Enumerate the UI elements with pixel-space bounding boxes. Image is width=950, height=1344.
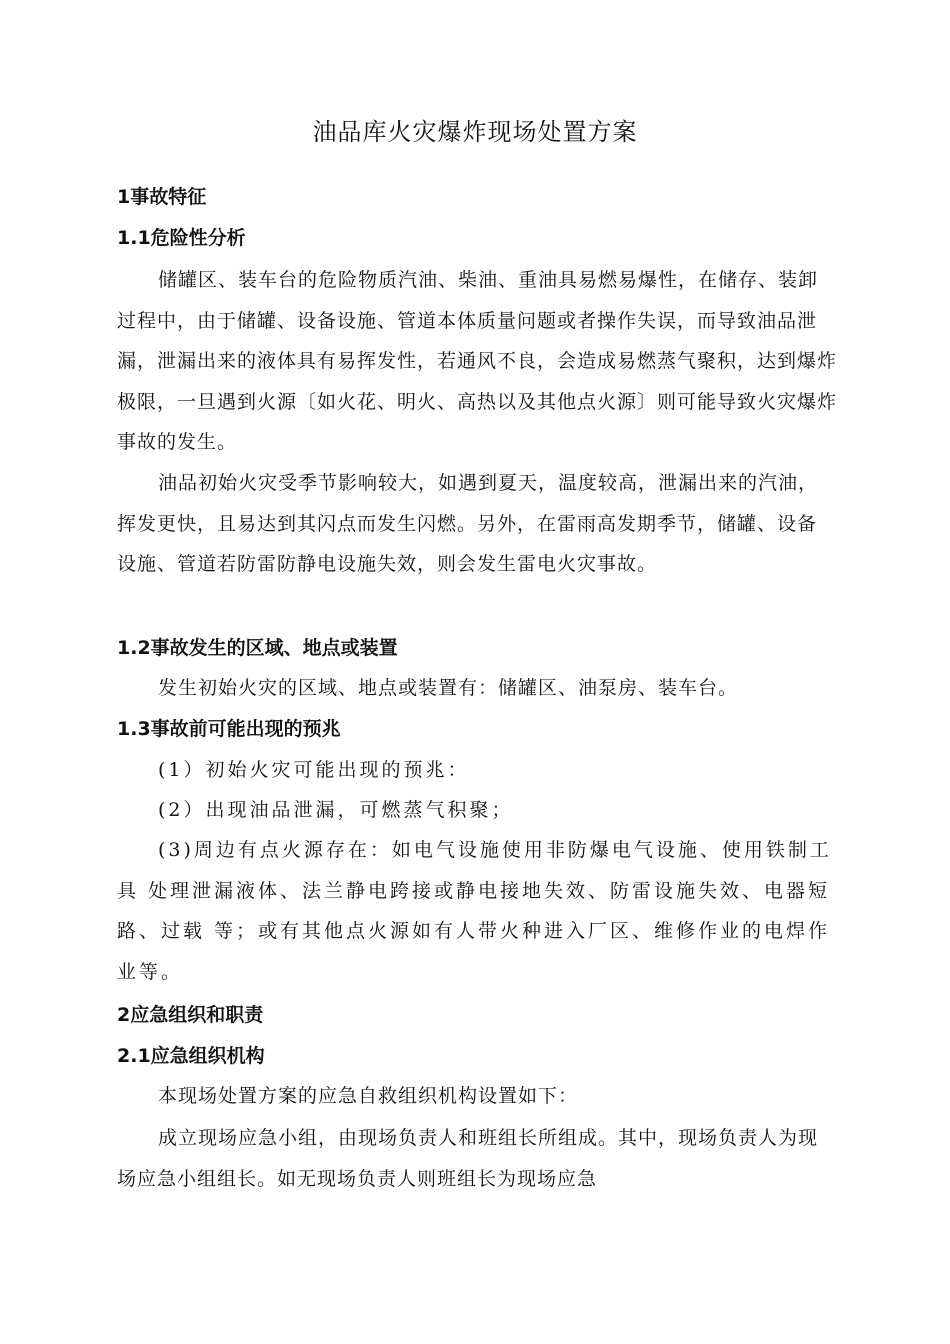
section-heading-1-3: 1.3事故前可能出现的预兆 — [117, 718, 341, 740]
section-heading-1: 1事故特征 — [117, 186, 207, 208]
paragraph-org-setup: 本现场处置方案的应急自救组织机构设置如下： — [158, 1085, 579, 1107]
paragraph-accident-areas: 发生初始火灾的区域、地点或装置有：储罐区、油泵房、装车台。 — [158, 677, 739, 699]
section-heading-2: 2应急组织和职责 — [117, 1004, 264, 1026]
paragraph-hazard-analysis: 储罐区、装车台的危险物质汽油、柴油、重油具易燃易爆性，在储存、装卸 过程中，由于储罐、设备设施、管道本体质量问题或者操作失误，而导致油品泄漏，泄漏出来的液体具有易挥发性，若通风不良，会造成易燃蒸气聚积，达到爆炸极限，一旦遇到火源〔如火花、明火、高热以及其他点火源〕则可能导致火灾爆炸事故的发生。 — [117, 269, 838, 453]
section-heading-1-2: 1.2事故发生的区域、地点或装置 — [117, 637, 398, 659]
section-heading-2-1: 2.1应急组织机构 — [117, 1045, 265, 1067]
paragraph-precursor-2: (2）出现油品泄漏，可燃蒸气积聚； — [158, 799, 514, 821]
paragraph-precursor-1: (1）初始火灾可能出现的预兆： — [158, 759, 470, 781]
paragraph-precursor-3: (3)周边有点火源存在：如电气设施使用非防爆电气设施、使用铁制工具 处理泄漏液体、法兰静电跨接或静电接地失效、防雷设施失效、电器短路、过载 等；或有其他点火源如有人带火种进入厂区、维修作业的电焊作业等。 — [117, 839, 832, 983]
page-title: 油品库火灾爆炸现场处置方案 — [312, 118, 638, 146]
paragraph-seasonal-impact: 油品初始火灾受季节影响较大，如遇到夏天，温度较高，泄漏出来的汽油， 挥发更快，且易达到其闪点而发生闪燃。另外，在雷雨高发期季节，储罐、设备 设施、管道若防雷防静电设施失效，则会发生雷电火灾事故。 — [117, 472, 819, 575]
section-heading-1-1: 1.1危险性分析 — [117, 227, 246, 249]
paragraph-team-formation: 成立现场应急小组，由现场负责人和班组长所组成。其中，现场负责人为现 场应急小组组长。如无现场负责人则班组长为现场应急 — [117, 1127, 819, 1190]
